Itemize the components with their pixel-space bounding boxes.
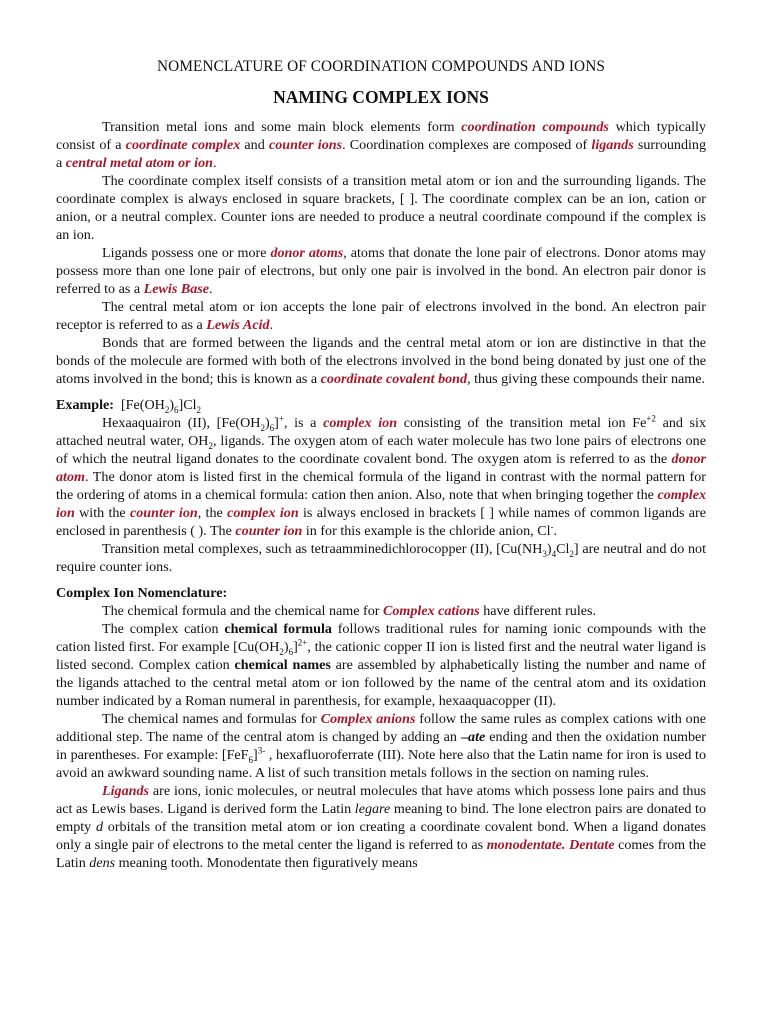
term-complex-cations: Complex cations: [382, 603, 480, 619]
term-coordinate-complex: coordinate complex: [125, 137, 241, 153]
term-complex-anions: Complex anions: [320, 711, 416, 727]
paragraph-intro: Transition metal ions and some main block elements form coordination compounds which typically consist of a coordinate complex and counter ions. Coordination complexes are composed of ligands surrounding a central metal atom or ion.: [56, 119, 707, 171]
paragraph-complex-cations: The chemical formula and the chemical name for Complex cations have different rules.: [102, 603, 597, 619]
term-counter-ions: counter ions: [268, 137, 343, 153]
term-lewis-base: Lewis Base: [143, 281, 210, 297]
section-heading: Complex Ion Nomenclature:: [56, 585, 228, 601]
example-formula: $[Fe(OH_2)_6]Cl_2$: [120, 397, 202, 415]
paragraph-neutral-complexes: Transition metal complexes, such as tetraamminedichlorocopper (II), $[Cu(NH_3)_4Cl_2]$ are neutral and do not require counter ions.: [56, 541, 706, 575]
term-chemical-formula: chemical formula: [224, 621, 332, 637]
paragraph-donor-atoms: Ligands possess one or more donor atoms, atoms that donate the lone pair of electrons. Donor atoms may possess more than one lone pair of electrons, but only one pair is involved in the bond. An electron pair donor is referred to as a Lewis Base.: [56, 245, 706, 297]
term-counter-ion: counter ion: [235, 523, 303, 539]
term-central-metal: central metal atom or ion: [65, 155, 213, 171]
paragraph-bonds: Bonds that are formed between the ligands and the central metal atom or ion are distinctive in that the bonds of the molecule are formed with both of the electrons involved in the bond being donated by just one of the atoms involved in the bond; this is known as a coordinate covalent bond, thus giving these compounds their name.: [56, 335, 706, 387]
paragraph-cation-formula: The complex cation chemical formula follows traditional rules for naming ionic compounds with the cation listed first. For example $[Cu(OH_2)_6]^{2+}$, the cationic copper II ion is listed first and the neutral water ligand is listed second. Complex cation chemical names are assembled by alphabetically listing the number and name of the ligands attached to the central metal atom or ion followed by the name of the central atom and its oxidation number indicated by a Roman numeral in parenthesis, for example, hexaaquacopper (II).: [56, 621, 706, 709]
document-subtitle: NOMENCLATURE OF COORDINATION COMPOUNDS AND IONS: [157, 58, 605, 75]
paragraph-lewis-acid: The central metal atom or ion accepts the lone pair of electrons involved in the bond. An electron pair receptor is referred to as a Lewis Acid.: [56, 299, 706, 333]
term-complex-ion: complex ion: [227, 505, 299, 521]
term-monodentate: monodentate.: [486, 837, 566, 853]
paragraph-ligands: Ligands are ions, ionic molecules, or neutral molecules that have atoms which possess lone pairs and thus act as Lewis bases. Ligand is derived form the Latin legare meaning to bind. The lone electron pairs are donated to empty d orbitals of the transition metal atom or ion creating a coordinate covalent bond. When a ligand donates only a single pair of electrons to the metal center the ligand is referred to as monodentate. Dentate comes from the Latin dens meaning tooth. Monodentate then figuratively means: [56, 783, 706, 871]
paragraph-hexaaquairon: Hexaaquairon (II), $[Fe(OH_2)_6]^+$, is a complex ion consisting of the transition metal ion $Fe^{+2}$ and six attached neutral water, $OH_2$, ligands. The oxygen atom of each water molecule has two lone pairs of electrons one of which the neutral ligand donates to the coordinate covalent bond. The oxygen atom is referred to as the donor atom. The donor atom is listed first in the chemical formula of the ligand in contrast with the normal pattern for the ordering of atoms in a chemical formula: cation then anion. Also, note that when bringing together the complex ion with the counter ion, the complex ion is always enclosed in brackets [ ] while names of common ligands are enclosed in parenthesis ( ). The counter ion in for this example is the chloride anion, Cl-.: [56, 413, 707, 539]
document-body: [56, 58, 706, 872]
term-donor-atom: donor atom: [56, 451, 706, 485]
term-donor-atoms: donor atoms: [270, 245, 344, 261]
term-coordination-compounds: coordination compounds: [461, 119, 609, 135]
term-counter-ion: counter ion: [129, 505, 198, 521]
paragraph-coordinate-complex: The coordinate complex itself consists of a transition metal atom or ion and the surrounding ligands. The coordinate complex is always enclosed in square brackets, [ ]. The coordinate complex can be an ion, cation or anion, or a neutral complex. Counter ions are needed to produce a neutral coordinate compound if the complex is an ion.: [56, 173, 706, 243]
term-complex-ion: complex ion: [323, 415, 398, 431]
term-lewis-acid: Lewis Acid: [206, 317, 270, 333]
term-complex-ion: complex ion: [56, 487, 706, 521]
example-label: Example:: [56, 397, 114, 413]
example-heading: [56, 396, 706, 414]
term-chemical-names: chemical names: [234, 657, 331, 673]
term-dentate: Dentate: [569, 837, 615, 853]
term-coordinate-covalent-bond: coordinate covalent bond: [320, 371, 468, 387]
paragraph-complex-anions: The chemical names and formulas for Complex anions follow the same rules as complex cations with one additional step. The name of the central atom is changed by adding an –ate ending and then the oxidation number in parentheses. For example: $[FeF_6]^{3-}$ , hexafluoroferrate (III). Note here also that the Latin name for iron is used to avoid an awkward sounding name. A list of such transition metals follows in the section on naming rules.: [56, 711, 706, 781]
term-ligands-heading: Ligands: [102, 783, 149, 799]
term-ligands: ligands: [591, 137, 634, 153]
document-title: NAMING COMPLEX IONS: [273, 87, 489, 107]
